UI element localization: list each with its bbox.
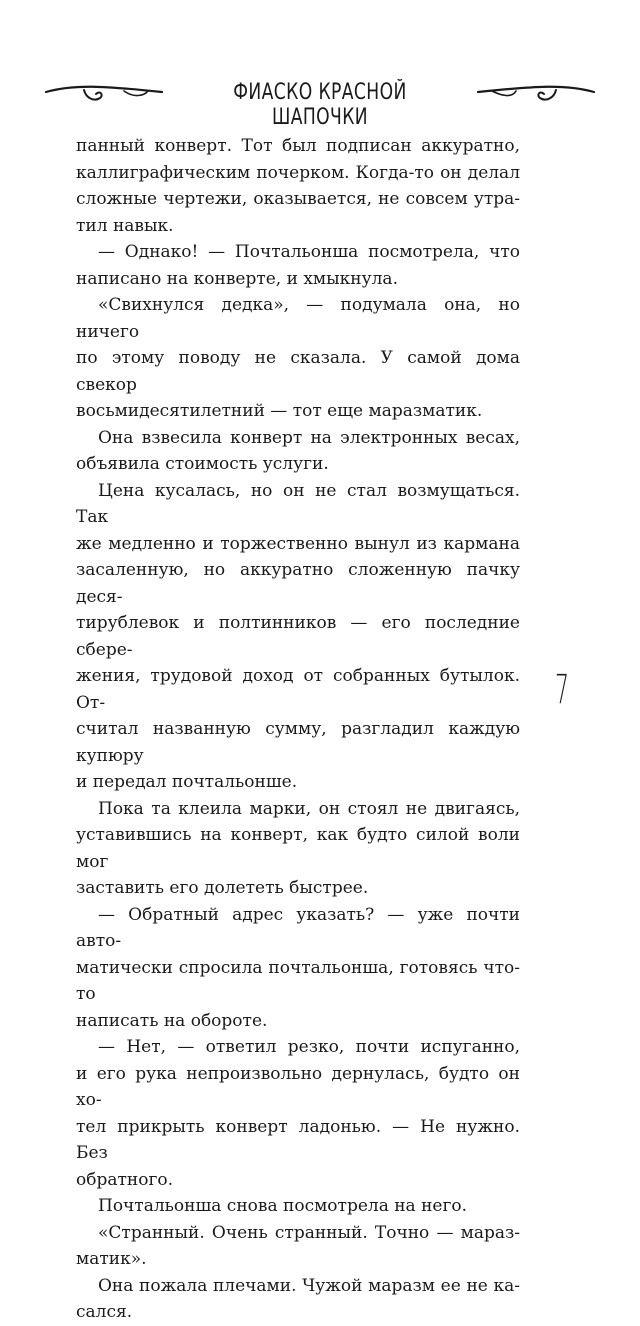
text-line: и передал почтальонше. (76, 772, 298, 792)
paragraph (76, 425, 520, 478)
text-line: — Однако! — Почтальонша посмотрела, что (98, 242, 520, 262)
text-line: Она пожала плечами. Чужой маразм ее не ка- (98, 1275, 520, 1296)
text-line: сложные чертежи, оказывается, не совсем утра- (76, 189, 520, 209)
right-flourish-ornament (476, 74, 596, 114)
text-line: матически спросила почтальонша, готовясь что-то (76, 957, 520, 1004)
body-text (76, 133, 520, 1326)
paragraph (76, 1193, 520, 1220)
text-line: Пока та клеила марки, он стоял не двигаясь, (98, 798, 520, 819)
paragraph (76, 1034, 520, 1193)
running-title: ФИАСКО КРАСНОЙ ШАПОЧКИ (233, 80, 407, 130)
text-line: жения, трудовой доход от собранных бутылок. От- (76, 666, 520, 713)
text-line: Почтальонша снова посмотрела на него. (98, 1196, 468, 1216)
text-line: заставить его долететь быстрее. (76, 878, 369, 898)
text-line: панный конверт. Тот был подписан аккуратно, (76, 136, 520, 156)
text-line: и его рука непроизвольно дернулась, будто он хо- (76, 1063, 520, 1110)
text-line: «Странный. Очень странный. Точно — мараз- (98, 1222, 520, 1243)
paragraph (76, 902, 520, 1035)
text-line: — Обратный адрес указать? — уже почти авто- (76, 904, 520, 951)
paragraph (76, 1220, 520, 1273)
text-line: же медленно и торжественно вынул из кармана (76, 533, 520, 554)
text-line: Она взвесила конверт на электронных весах, (98, 427, 520, 448)
paragraph (76, 292, 520, 425)
paragraph (76, 133, 520, 239)
text-line: — Нет, — ответил резко, почти испуганно, (98, 1037, 520, 1057)
paragraph (76, 1273, 520, 1326)
text-line: «Свихнулся дедка», — подумала она, но ничего (76, 295, 520, 342)
left-flourish-ornament (44, 74, 164, 114)
text-line: тирублевок и полтинников — его последние сбере- (76, 613, 520, 660)
paragraph (76, 478, 520, 796)
text-line: тил навык. (76, 215, 174, 236)
running-header (44, 74, 596, 130)
text-line: восьмидесятилетний — тот еще маразматик. (76, 401, 483, 421)
text-line: каллиграфическим почерком. Когда-то он делал (76, 162, 520, 183)
paragraph (76, 239, 520, 292)
text-line: считал названную сумму, разгладил каждую купюру (76, 719, 520, 766)
text-line: обратного. (76, 1169, 174, 1190)
text-line: написано на конверте, и хмыкнула. (76, 268, 398, 289)
text-line: матик». (76, 1249, 147, 1269)
text-line: уставившись на конверт, как будто силой воли мог (76, 825, 520, 872)
text-line: тел прикрыть конверт ладонью. — Не нужно. Без (76, 1116, 520, 1163)
text-line: сался. (76, 1302, 133, 1322)
text-line: объявила стоимость услуги. (76, 454, 329, 474)
text-line: написать на обороте. (76, 1010, 268, 1031)
text-line: Цена кусалась, но он не стал возмущаться. Так (76, 480, 520, 527)
text-line: по этому поводу не сказала. У самой дома свекор (76, 348, 520, 395)
page-number: 7 (555, 667, 569, 713)
text-line: засаленную, но аккуратно сложенную пачку деся- (76, 560, 520, 607)
paragraph (76, 796, 520, 902)
